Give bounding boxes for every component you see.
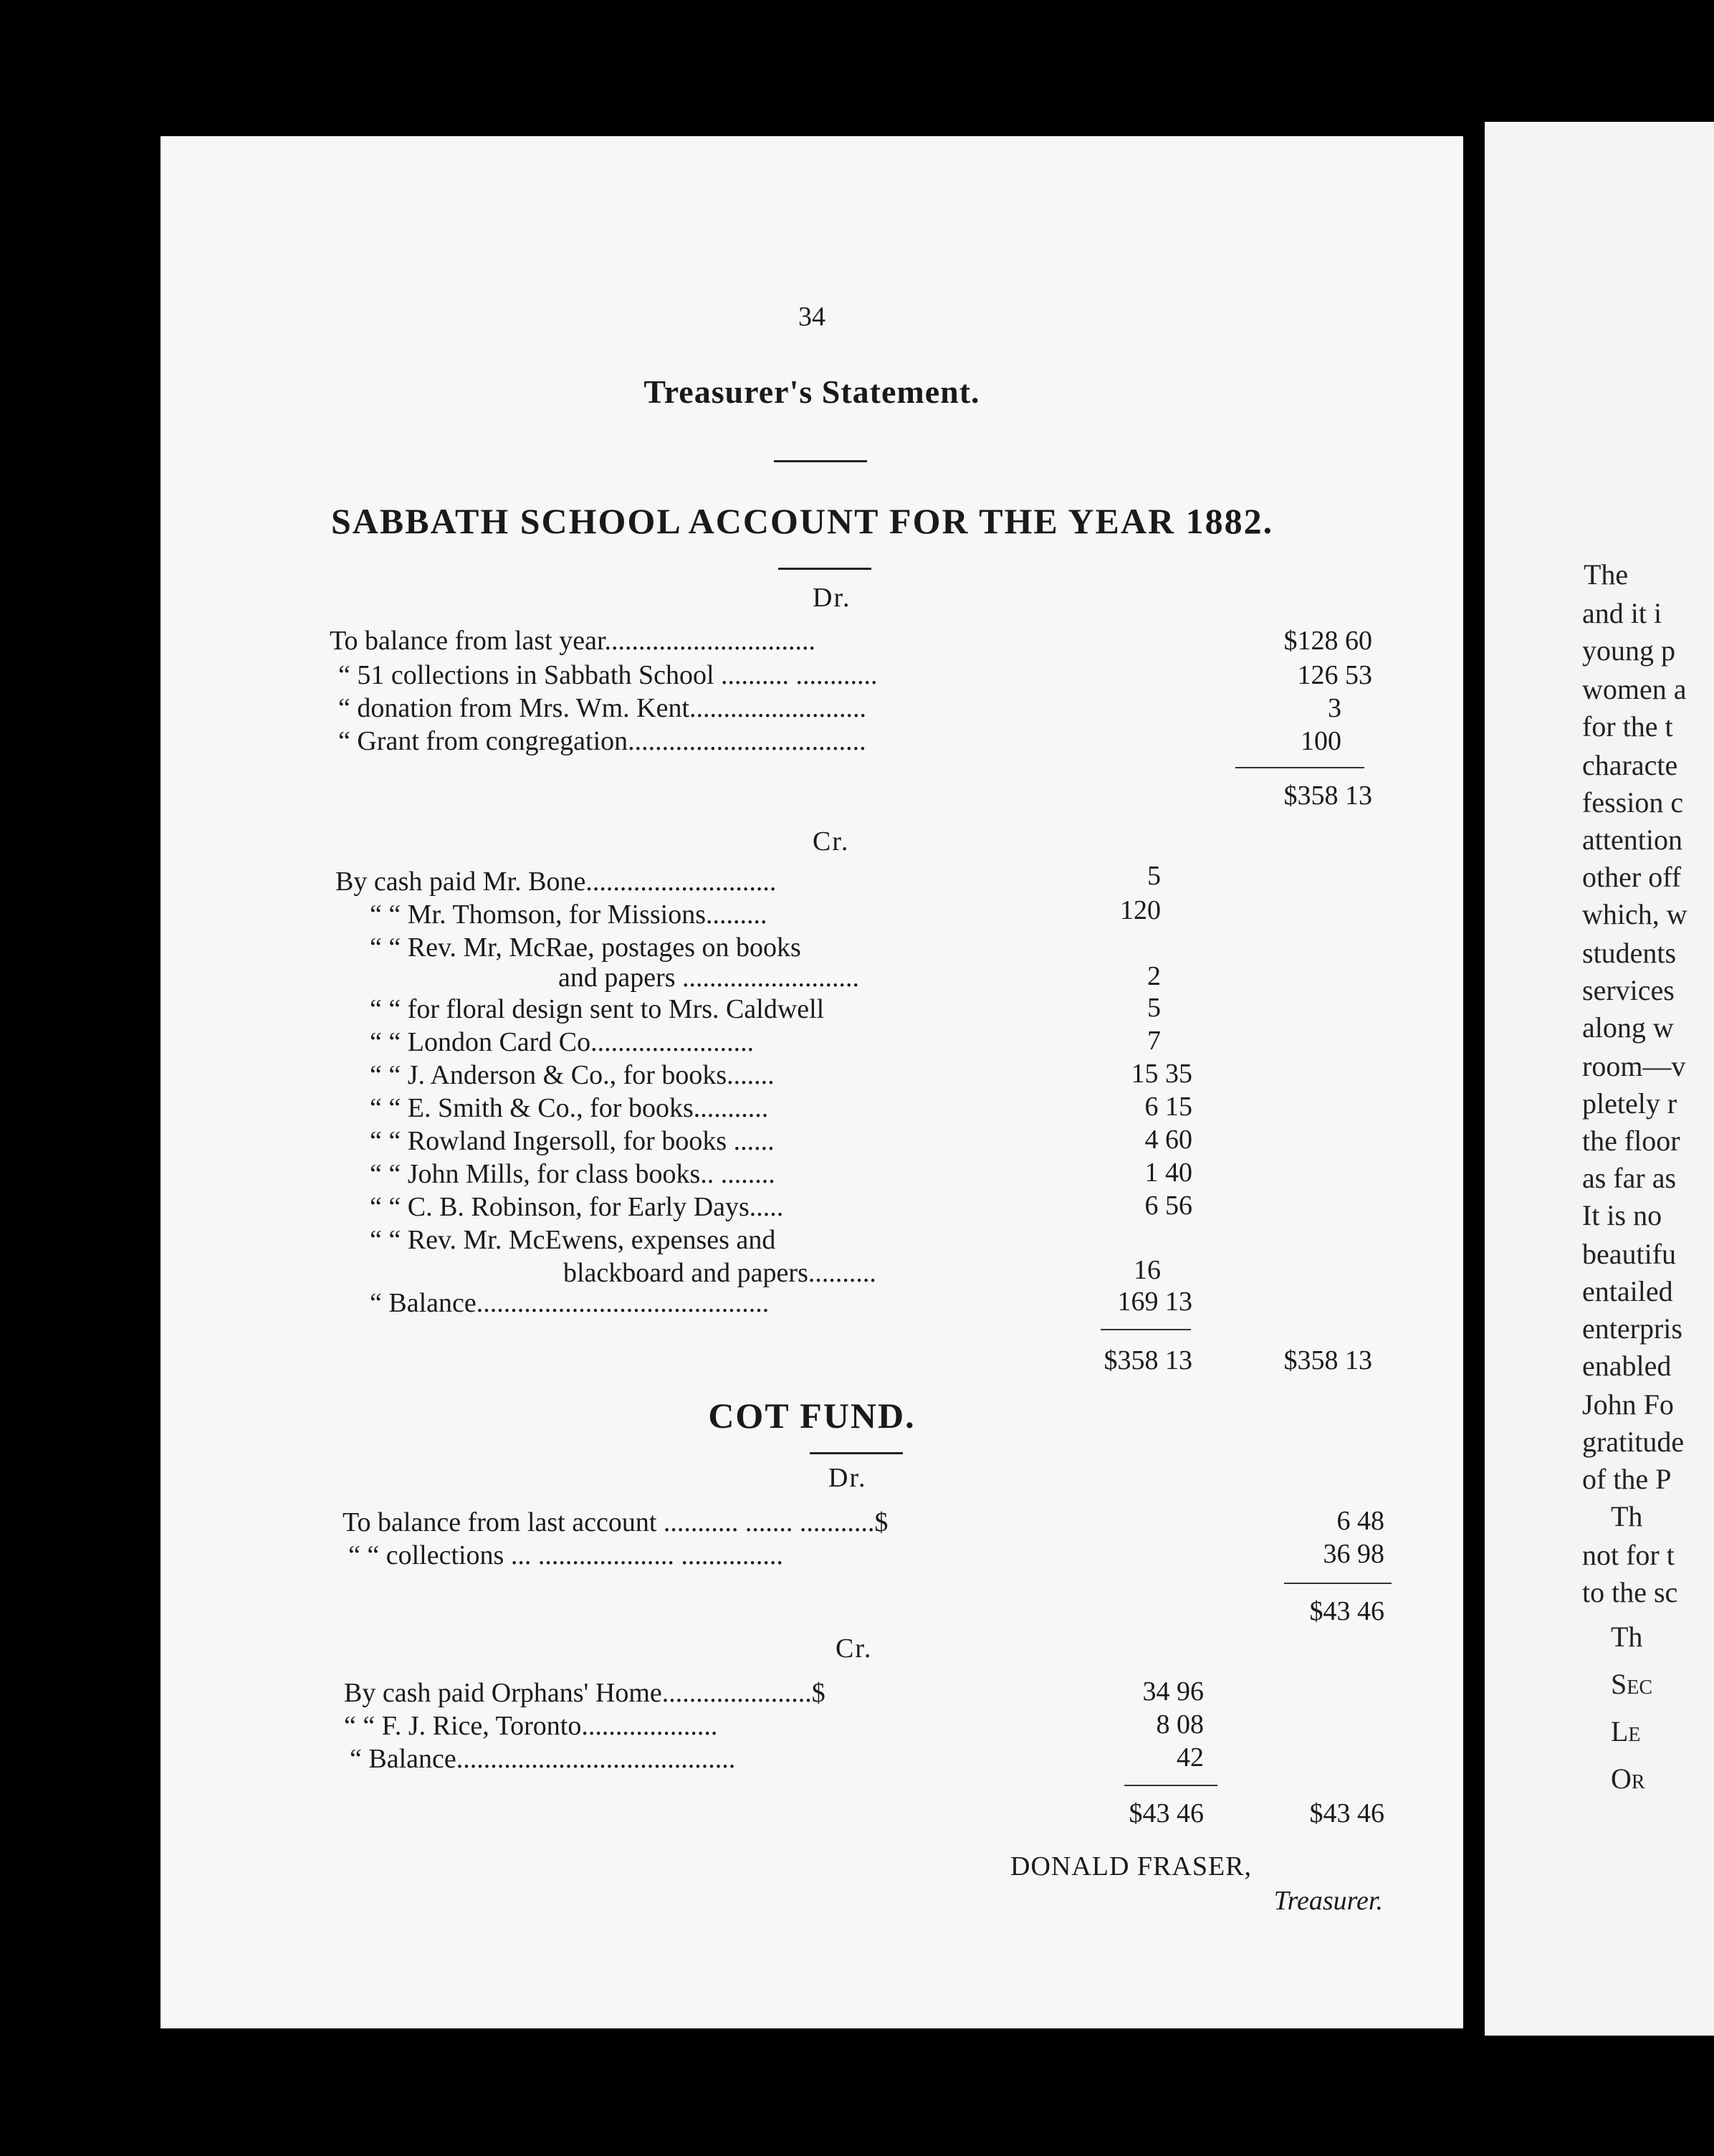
cot-dr-line: “ “ collections ... .................... ............... bbox=[348, 1540, 783, 1570]
sabbath-cr-amount: 5 bbox=[1147, 993, 1161, 1023]
sabbath-cr-line: “ “ Rev. Mr, McRae, postages on books bbox=[370, 932, 801, 963]
sabbath-cr-total-inner: $358 13 bbox=[1103, 1345, 1192, 1375]
right-page-line: to the sc bbox=[1582, 1576, 1678, 1608]
sum-rule bbox=[1101, 1329, 1191, 1330]
sabbath-dr-label: Dr. bbox=[813, 583, 851, 613]
sabbath-cr-line: “ “ C. B. Robinson, for Early Days..... bbox=[370, 1192, 784, 1222]
sabbath-dr-line: To balance from last year............................... bbox=[330, 626, 816, 656]
right-page-line: Sec bbox=[1611, 1668, 1653, 1700]
sabbath-cr-amount: 15 35 bbox=[1131, 1059, 1192, 1089]
right-page-line: Or bbox=[1611, 1763, 1645, 1795]
divider bbox=[774, 460, 867, 462]
cot-cr-total-outer: $43 46 bbox=[1309, 1798, 1384, 1828]
right-page-line: attention bbox=[1582, 824, 1682, 856]
sabbath-dr-amount: 3 bbox=[1328, 693, 1341, 723]
sabbath-cr-line: “ “ Mr. Thomson, for Missions......... bbox=[370, 900, 767, 930]
right-page-line: services bbox=[1582, 974, 1675, 1006]
cot-cr-total-inner: $43 46 bbox=[1129, 1798, 1204, 1828]
sabbath-cr-amount: 6 56 bbox=[1144, 1191, 1192, 1221]
sabbath-cr-amount: 5 bbox=[1147, 861, 1161, 891]
sabbath-dr-amount: 100 bbox=[1301, 726, 1341, 756]
cot-cr-amount: 42 bbox=[1177, 1742, 1204, 1773]
sabbath-cr-amount: 120 bbox=[1120, 895, 1161, 925]
right-page-line: pletely r bbox=[1582, 1087, 1677, 1120]
right-page-line: fession c bbox=[1582, 786, 1684, 819]
cot-cr-amount: 34 96 bbox=[1142, 1676, 1204, 1707]
sum-rule bbox=[1124, 1785, 1217, 1786]
sabbath-dr-line: “ donation from Mrs. Wm. Kent.......................... bbox=[338, 693, 867, 723]
sabbath-cr-amount: 4 60 bbox=[1144, 1125, 1192, 1155]
sum-rule bbox=[1284, 1583, 1392, 1584]
right-page-line: Le bbox=[1611, 1715, 1641, 1747]
cot-dr-amount: 6 48 bbox=[1336, 1506, 1384, 1536]
right-page-line: characte bbox=[1582, 749, 1678, 781]
right-page-line: John Fo bbox=[1582, 1388, 1674, 1421]
sabbath-cr-line: By cash paid Mr. Bone............................ bbox=[335, 867, 777, 897]
sabbath-dr-amount: 126 53 bbox=[1297, 660, 1372, 690]
sabbath-dr-line: “ 51 collections in Sabbath School .......... ............ bbox=[338, 660, 878, 690]
sabbath-dr-amount: $128 60 bbox=[1283, 626, 1372, 656]
cot-cr-label: Cr. bbox=[836, 1633, 873, 1664]
right-page-line: for the t bbox=[1582, 710, 1673, 743]
right-page-line: other off bbox=[1582, 861, 1682, 893]
sabbath-cr-amount: 6 15 bbox=[1144, 1092, 1192, 1122]
cot-dr-label: Dr. bbox=[828, 1463, 867, 1493]
right-page-line: women a bbox=[1582, 673, 1687, 705]
cot-cr-line: “ Balance......................................... bbox=[350, 1744, 736, 1774]
right-page-line: gratitude bbox=[1582, 1426, 1685, 1458]
sabbath-cr-total-outer: $358 13 bbox=[1283, 1345, 1372, 1375]
right-page-line: students bbox=[1582, 937, 1677, 969]
sabbath-cr-line: and papers .......................... bbox=[558, 963, 860, 993]
cot-heading: COT FUND. bbox=[708, 1396, 916, 1436]
right-page-line: young p bbox=[1582, 634, 1675, 667]
signature-role: Treasurer. bbox=[1273, 1886, 1383, 1916]
sabbath-cr-amount: 16 bbox=[1134, 1255, 1161, 1285]
sabbath-cr-line: blackboard and papers.......... bbox=[563, 1258, 876, 1288]
sabbath-cr-line: “ “ John Mills, for class books.. ........ bbox=[370, 1159, 775, 1189]
right-page-line: and it i bbox=[1582, 597, 1662, 629]
sabbath-cr-amount: 169 13 bbox=[1117, 1287, 1192, 1317]
right-page-line: Th bbox=[1611, 1500, 1643, 1532]
divider bbox=[778, 568, 871, 570]
sabbath-cr-line: “ “ Rowland Ingersoll, for books ...... bbox=[370, 1126, 775, 1156]
right-page-line: enterpris bbox=[1582, 1312, 1682, 1345]
sabbath-cr-amount: 7 bbox=[1147, 1026, 1161, 1056]
left-page bbox=[161, 136, 1463, 2028]
sabbath-cr-line: “ “ J. Anderson & Co., for books....... bbox=[370, 1060, 775, 1090]
sabbath-cr-line: “ “ E. Smith & Co., for books........... bbox=[370, 1093, 769, 1123]
sabbath-cr-label: Cr. bbox=[813, 826, 850, 857]
right-page-line: entailed bbox=[1582, 1275, 1673, 1307]
sabbath-cr-line: “ “ for floral design sent to Mrs. Caldwell bbox=[370, 994, 825, 1024]
right-page-line: along w bbox=[1582, 1011, 1674, 1044]
sabbath-cr-line: “ Balance........................................... bbox=[370, 1288, 770, 1318]
sabbath-dr-line: “ Grant from congregation................................... bbox=[338, 726, 866, 756]
cot-cr-line: “ “ F. J. Rice, Toronto.................... bbox=[344, 1711, 718, 1741]
right-page-line: not for t bbox=[1582, 1539, 1675, 1571]
sabbath-cr-amount: 2 bbox=[1147, 961, 1161, 991]
cot-cr-line: By cash paid Orphans' Home......................$ bbox=[344, 1678, 825, 1708]
right-page-line: the floor bbox=[1582, 1125, 1680, 1157]
signature-name: DONALD FRASER, bbox=[1010, 1851, 1253, 1881]
sabbath-cr-line: “ “ London Card Co........................ bbox=[370, 1027, 755, 1057]
right-page-line: as far as bbox=[1582, 1162, 1677, 1194]
right-page-line: Th bbox=[1611, 1621, 1643, 1653]
sabbath-cr-line: “ “ Rev. Mr. McEwens, expenses and bbox=[370, 1225, 776, 1255]
right-page-line: The bbox=[1584, 558, 1629, 591]
right-page-line: which, w bbox=[1582, 898, 1687, 930]
cot-dr-line: To balance from last account ........... ....... ...........$ bbox=[343, 1507, 889, 1537]
right-page-line: It is no bbox=[1582, 1199, 1662, 1231]
right-page-line: enabled bbox=[1582, 1350, 1672, 1382]
page-title: Treasurer's Statement. bbox=[643, 373, 980, 410]
cot-dr-total: $43 46 bbox=[1309, 1596, 1384, 1626]
page-number: 34 bbox=[798, 302, 825, 332]
sabbath-dr-total: $358 13 bbox=[1283, 781, 1372, 811]
divider bbox=[810, 1452, 903, 1454]
cot-dr-amount: 36 98 bbox=[1323, 1539, 1384, 1569]
right-page-line: beautifu bbox=[1582, 1238, 1677, 1270]
sabbath-cr-amount: 1 40 bbox=[1144, 1158, 1192, 1188]
cot-cr-amount: 8 08 bbox=[1156, 1709, 1204, 1740]
sum-rule bbox=[1235, 767, 1364, 768]
right-page bbox=[1485, 122, 1714, 2036]
right-page-line: of the P bbox=[1582, 1463, 1672, 1495]
right-page-line: room—v bbox=[1582, 1050, 1686, 1082]
sabbath-heading: SABBATH SCHOOL ACCOUNT FOR THE YEAR 1882. bbox=[331, 501, 1274, 541]
